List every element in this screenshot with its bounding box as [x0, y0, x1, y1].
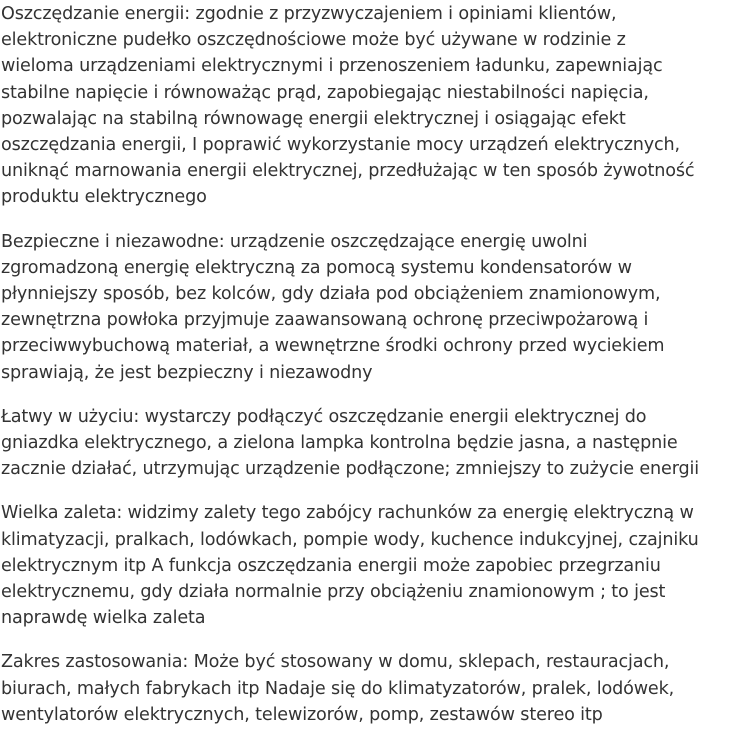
paragraph-great-advantage: Wielka zaleta: widzimy zalety tego zabójcy rachunków za energię elektryczną w klimatyzacji, pralkach, lodówkach, pompie wody, kuchence indukcyjnej, czajniku elektrycznym itp A funkcja oszczędzania energii może zapobiec przegrzaniu elektrycznemu, gdy działa normalnie przy obciążeniu znamionowym ; to jest naprawdę wielka zaleta [1, 503, 699, 629]
paragraph-energy-saving: Oszczędzanie energii: zgodnie z przyzwyczajeniem i opiniami klientów, elektroniczne pudełko oszczędnościowe może być używane w rodzinie z wieloma urządzeniami elektrycznymi i przenoszeniem ładunku, zapewniając stabilne napięcie i równoważąc prąd, zapobiegając niestabilności napięcia, pozwalając na stabilną równowagę energii elektrycznej i osiągając efekt oszczędzania energii, I poprawić wykorzystanie mocy urządzeń elektrycznych, uniknąć marnowania energii elektrycznej, przedłużając w ten sposób żywotność produktu elektrycznego [1, 4, 695, 208]
paragraph-safe-reliable: Bezpieczne i niezawodne: urządzenie oszczędzające energię uwolni zgromadzoną energię elektryczną za pomocą systemu kondensatorów w płynniejszy sposób, bez kolców, gdy działa pod obciążeniem znamionowym, zewnętrzna powłoka przyjmuje zaawansowaną ochronę przeciwpożarową i przeciwwybuchową materiał, a wewnętrzne środki ochrony przed wyciekiem sprawiają, że jest bezpieczny i niezawodny [1, 231, 665, 383]
product-description [1, 1, 749, 746]
paragraph-easy-to-use: Łatwy w użyciu: wystarczy podłączyć oszczędzanie energii elektrycznej do gniazdka elektrycznego, a zielona lampka kontrolna będzie jasna, a następnie zacznie działać, utrzymując urządzenie podłączone; zmniejszy to zużycie energii [1, 406, 699, 480]
paragraph-application-scope: Zakres zastosowania: Może być stosowany w domu, sklepach, restauracjach, biurach, małych fabrykach itp Nadaje się do klimatyzatorów, pralek, lodówek, wentylatorów elektrycznych, telewizorów, pomp, zestawów stereo itp [1, 652, 675, 725]
